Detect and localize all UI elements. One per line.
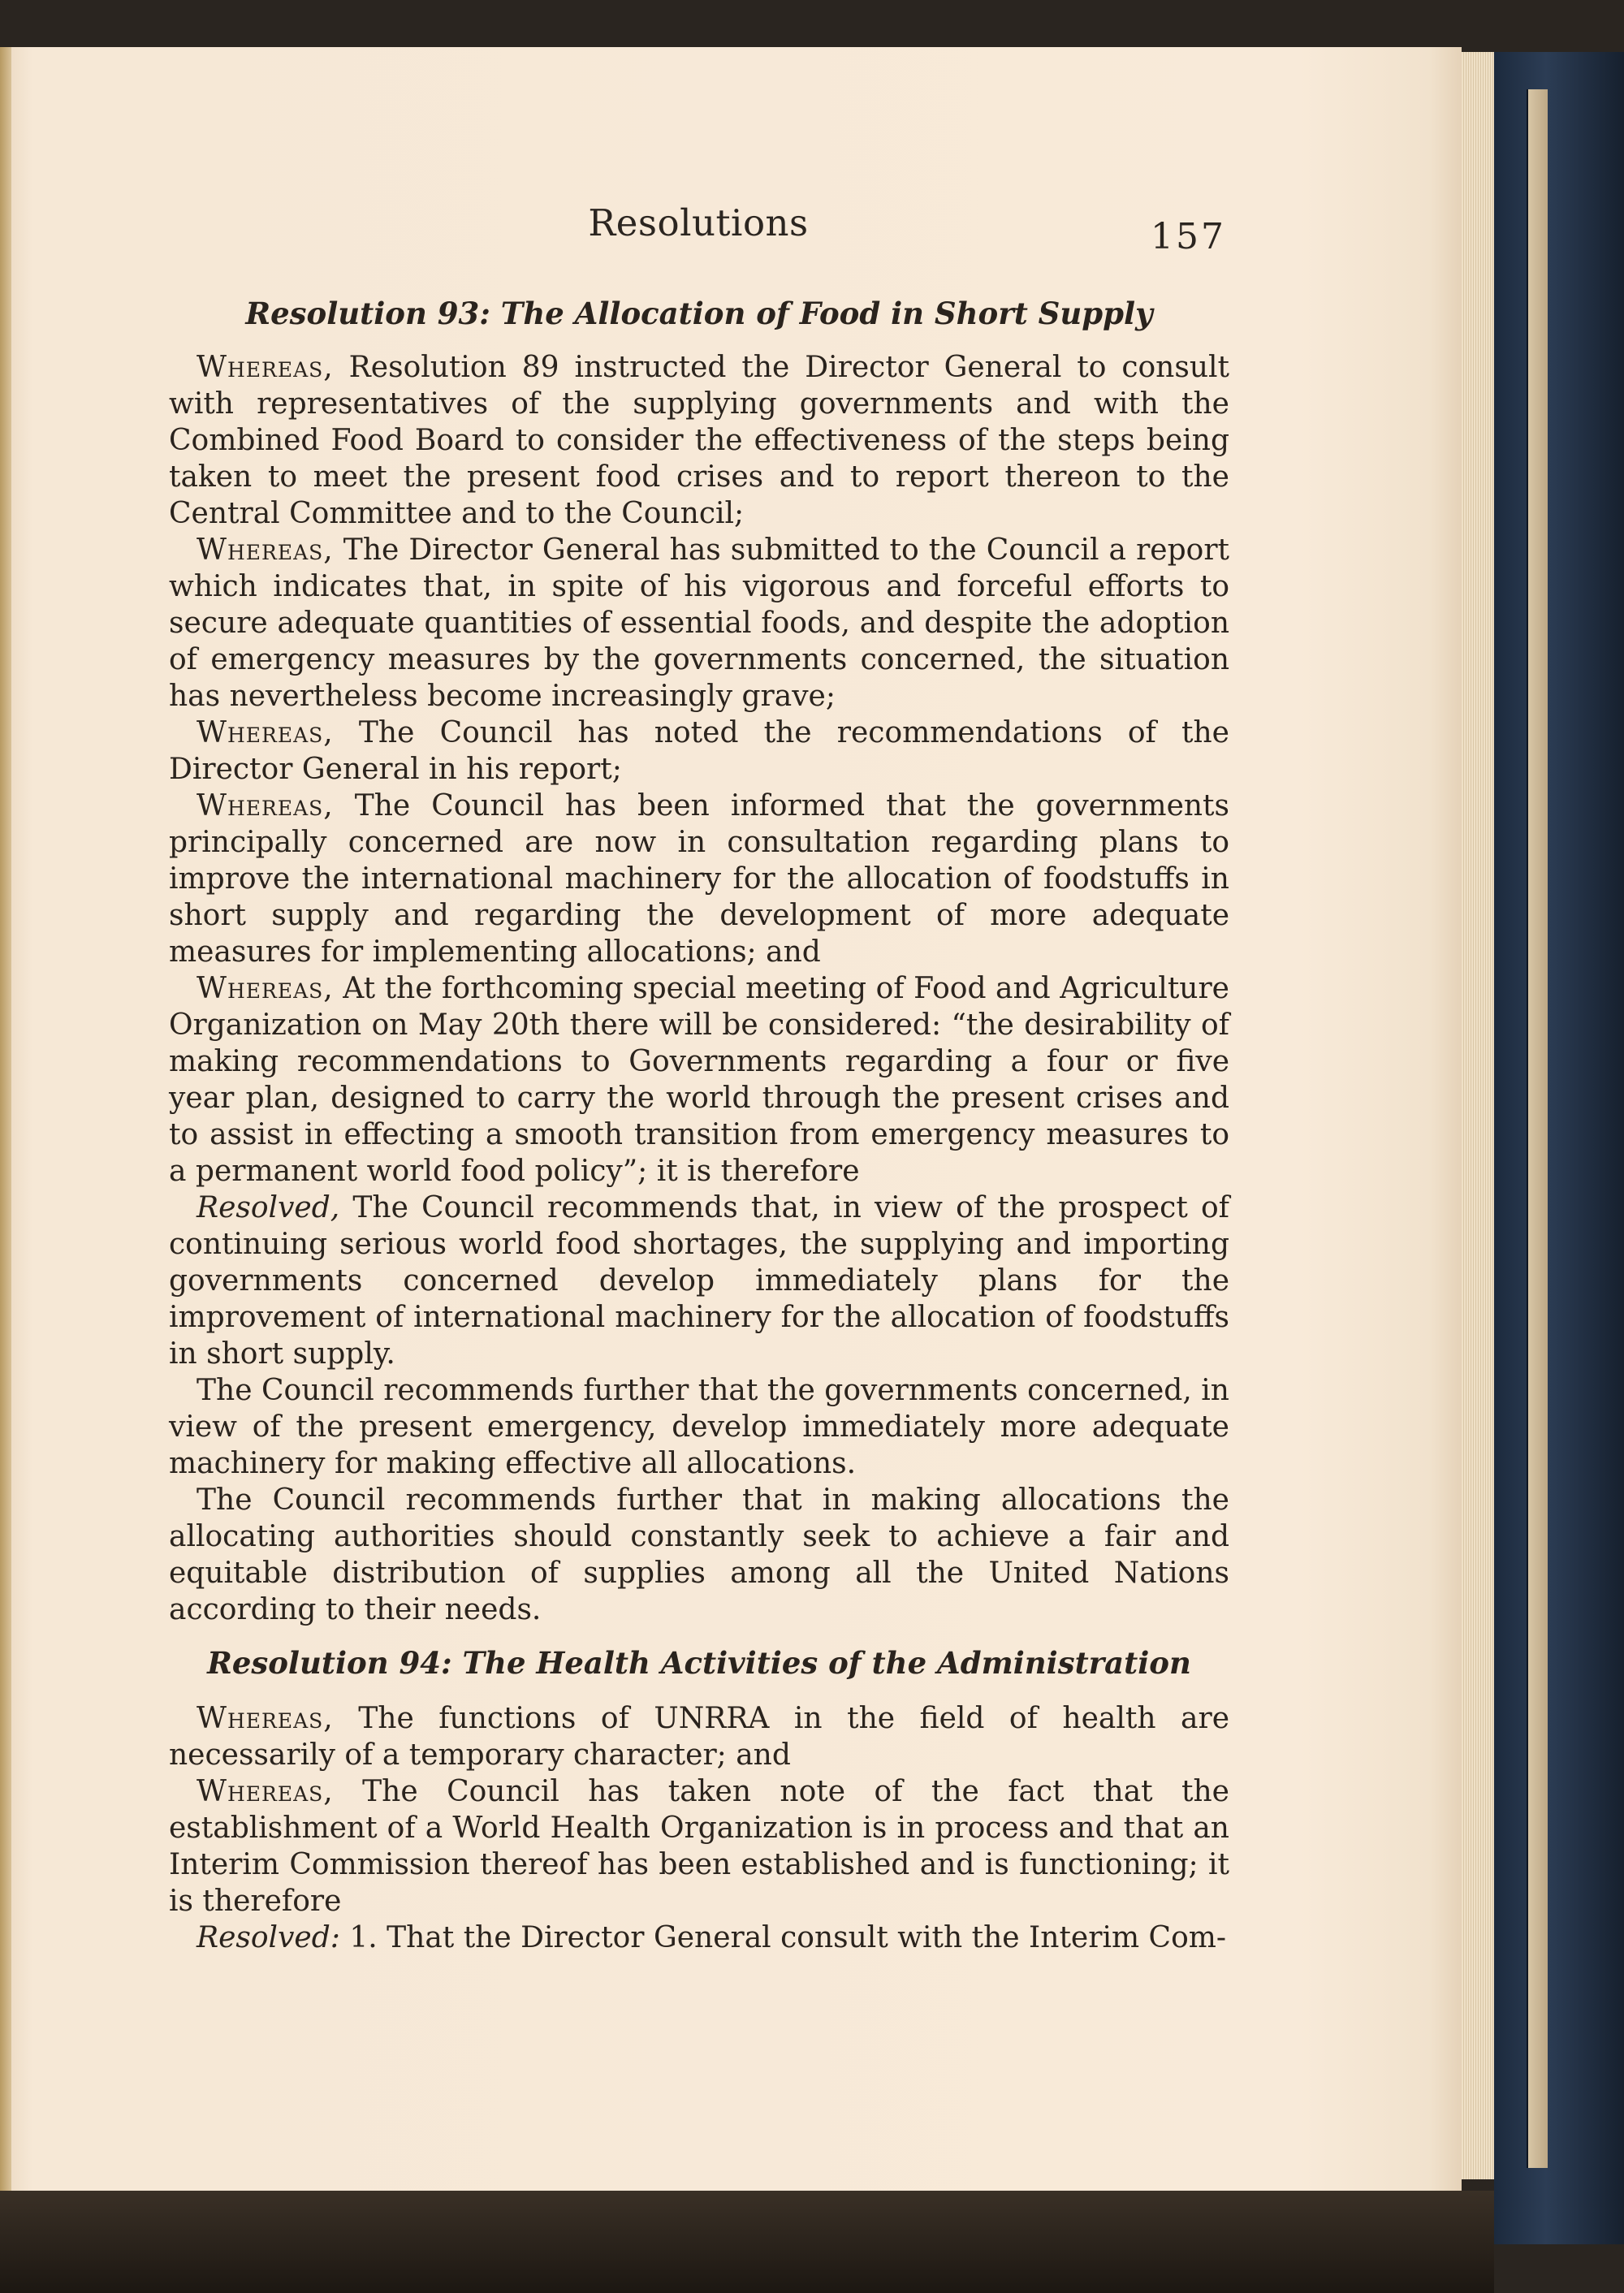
- book-block-edge: [1527, 89, 1548, 2168]
- paragraph-lead: Whereas,: [197, 533, 334, 567]
- resolution-93-body: [169, 349, 1229, 1628]
- resolution-93-heading: Resolution 93: The Allocation of Food in Short Supply: [245, 296, 1153, 331]
- page-fore-edge: [1462, 52, 1494, 2179]
- paragraph-lead: Whereas,: [197, 351, 334, 384]
- paragraph-lead: Whereas,: [197, 1775, 334, 1808]
- paragraph: [169, 1372, 1229, 1482]
- paragraph: [169, 1700, 1229, 1773]
- resolution-94-body: [169, 1700, 1229, 1956]
- paragraph: [169, 1190, 1229, 1372]
- paragraph-text: The Director General has submitted to the Council a report which indicates that, in spite of his vigorous and forceful efforts to secure adequate quantities of essential foods, and despite the adoption of emergency measures by the governments concerned, the situation has nevertheless become increasingly grave;: [169, 533, 1229, 713]
- paragraph-text: The Council has noted the recommendations of the Director General in his report;: [169, 716, 1229, 786]
- paragraph-text: The Council recommends that, in view of the prospect of continuing serious world food shortages, the supplying and importing governments concerned develop immediately plans for the improvement of international machinery for the allocation of foodstuffs in short supply.: [169, 1191, 1229, 1371]
- paragraph-lead: Whereas,: [197, 1702, 334, 1735]
- running-head-title: Resolutions: [588, 201, 809, 244]
- paragraph: [169, 1773, 1229, 1919]
- paragraph-text: The Council recommends further that in making allocations the allocating authorities should constantly seek to achieve a fair and equitable distribution of supplies among all the United Nations according to their needs.: [169, 1483, 1229, 1626]
- book-cover: [1494, 52, 1624, 2244]
- paragraph: [169, 349, 1229, 532]
- paragraph: [169, 1919, 1229, 1956]
- paragraph: [169, 970, 1229, 1190]
- paragraph-lead: Whereas,: [197, 716, 334, 749]
- resolution-94-heading: Resolution 94: The Health Activities of the Administration: [207, 1645, 1191, 1681]
- paragraph-text: At the forthcoming special meeting of Food and Agriculture Organization on May 20th there will be considered: “the desirability of making recommendations to Governments regarding a four or five year plan, designed to carry the world through the present crises and to assist in effecting a smooth transition from emergency measures to a permanent world food policy”; it is therefore: [169, 972, 1229, 1188]
- paragraph-text: The functions of UNRRA in the field of health are necessarily of a temporary character; and: [169, 1702, 1229, 1772]
- paragraph: [169, 788, 1229, 970]
- paragraph-text: The Council has been informed that the governments principally concerned are now in consultation regarding plans to improve the international machinery for the allocation of foodstuffs in short supply and regarding the development of more adequate measures for implementing allocations; and: [169, 789, 1229, 969]
- paragraph-lead: Whereas,: [197, 972, 334, 1005]
- running-head: [171, 201, 1226, 266]
- paragraph: [169, 715, 1229, 788]
- page-number: 157: [1151, 216, 1226, 257]
- paragraph-lead: Resolved:: [197, 1921, 340, 1954]
- paragraph-lead: Whereas,: [197, 789, 334, 823]
- paragraph-text: 1. That the Director General consult with the Interim Com-: [339, 1921, 1227, 1954]
- paragraph-text: The Council recommends further that the governments concerned, in view of the present emergency, develop immediately more adequate machinery for making effective all allocations.: [169, 1374, 1229, 1480]
- paragraph: [169, 532, 1229, 715]
- paragraph: [169, 1482, 1229, 1628]
- paragraph-lead: Resolved,: [197, 1191, 340, 1224]
- page-gutter-edge: [0, 47, 11, 2191]
- paragraph-text: The Council has taken note of the fact that the establishment of a World Health Organization is in process and that an Interim Commission thereof has been established and is functioning; it is therefore: [169, 1775, 1229, 1918]
- paragraph-text: Resolution 89 instructed the Director General to consult with representatives of the supplying governments and with the Combined Food Board to consider the effectiveness of the steps being taken to meet the present food crises and to report thereon to the Central Committee and to the Council;: [169, 351, 1229, 530]
- background-shadow: [0, 2191, 1494, 2293]
